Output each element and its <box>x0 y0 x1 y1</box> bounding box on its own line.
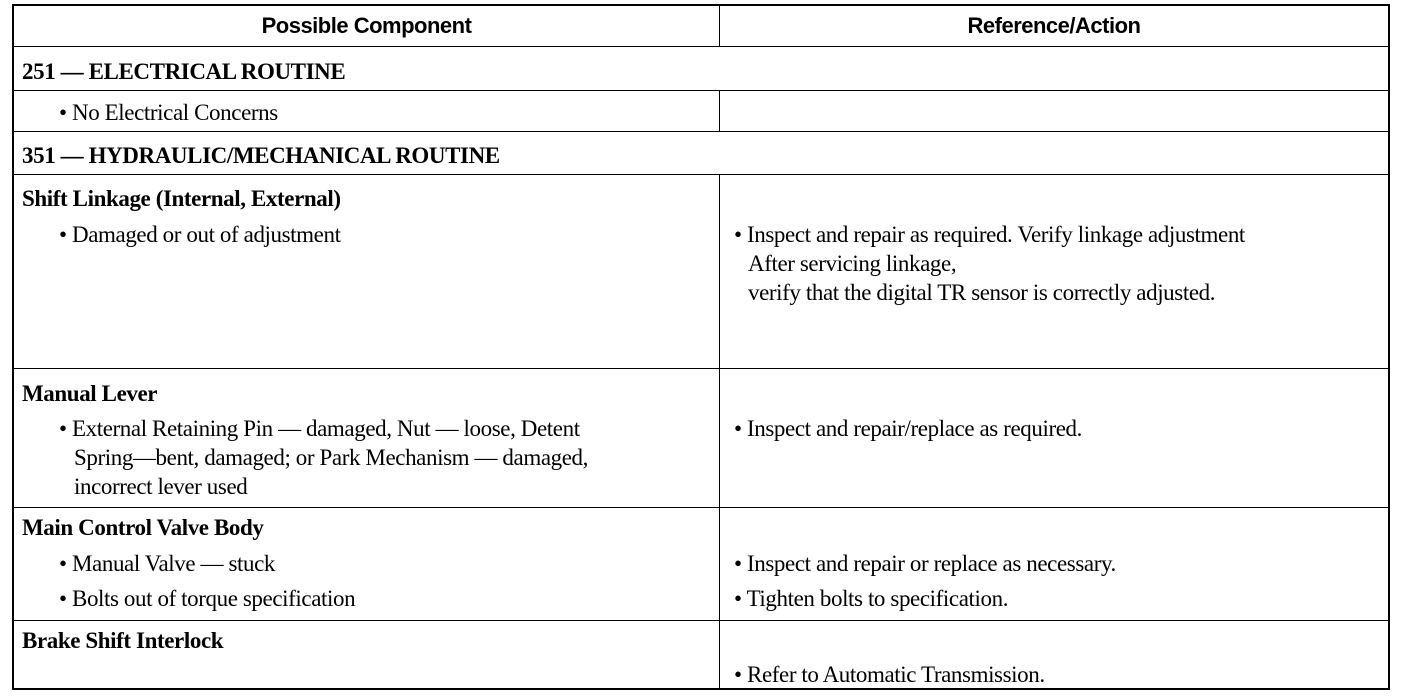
component-title: Brake Shift Interlock <box>22 628 224 653</box>
action-cell <box>720 91 1388 131</box>
routine-cell <box>14 132 1388 174</box>
routine-row-hydraulic <box>14 132 1388 175</box>
component-item: • External Retaining Pin — damaged, Nut — loose, Detent <box>59 416 580 441</box>
routine-cell <box>14 47 1388 90</box>
action-item: verify that the digital TR sensor is correctly adjusted. <box>748 280 1216 305</box>
component-title: Shift Linkage (Internal, External) <box>22 186 341 211</box>
component-cell <box>14 91 720 131</box>
diagnostic-table <box>12 4 1390 690</box>
action-cell <box>720 369 1388 507</box>
component-cell <box>14 175 720 368</box>
action-item: • Inspect and repair/replace as required. <box>734 416 1082 441</box>
table-header-row <box>14 6 1388 47</box>
component-item: • Manual Valve — stuck <box>59 551 276 576</box>
action-item: After servicing linkage, <box>748 251 957 276</box>
component-title: Main Control Valve Body <box>22 515 264 540</box>
header-reference-action: Reference/Action <box>967 13 1141 38</box>
component-cell <box>14 369 720 507</box>
table-row <box>14 508 1388 621</box>
table-row <box>14 175 1388 369</box>
header-possible-component: Possible Component <box>261 13 472 38</box>
header-cell-component <box>14 6 720 46</box>
table-row <box>14 91 1388 132</box>
action-cell <box>720 508 1388 620</box>
component-item: • No Electrical Concerns <box>59 100 278 125</box>
action-item: • Refer to Automatic Transmission. <box>734 662 1045 687</box>
action-item: • Inspect and repair as required. Verify linkage adjustment <box>734 222 1245 247</box>
action-cell <box>720 175 1388 368</box>
table-row <box>14 621 1388 688</box>
component-title: Manual Lever <box>22 381 158 406</box>
component-item: incorrect lever used <box>74 474 248 499</box>
routine-title-electrical: 251 — ELECTRICAL ROUTINE <box>22 59 346 84</box>
action-cell <box>720 621 1388 688</box>
header-cell-action <box>720 6 1388 46</box>
routine-row-electrical <box>14 47 1388 91</box>
table-row <box>14 369 1388 508</box>
routine-title-hydraulic: 351 — HYDRAULIC/MECHANICAL ROUTINE <box>22 143 500 168</box>
action-item: • Tighten bolts to specification. <box>734 586 1009 611</box>
component-cell <box>14 621 720 688</box>
component-item: • Bolts out of torque specification <box>59 586 356 611</box>
component-item: Spring—bent, damaged; or Park Mechanism — damaged, <box>74 445 588 470</box>
action-item: • Inspect and repair or replace as necessary. <box>734 551 1116 576</box>
component-cell <box>14 508 720 620</box>
component-item: • Damaged or out of adjustment <box>59 222 341 247</box>
